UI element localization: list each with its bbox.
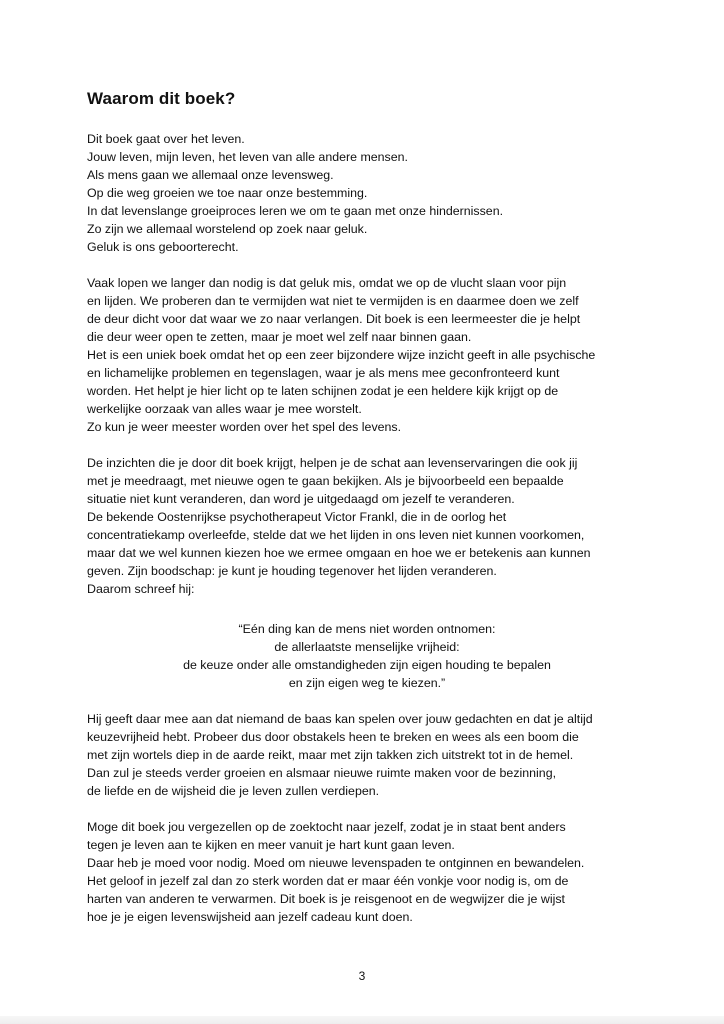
text-line: de deur dicht voor dat waar we zo naar verlangen. Dit boek is een leermeester die je helpt: [87, 312, 581, 326]
quote-line: “Eén ding kan de mens niet worden ontnomen:: [238, 622, 496, 636]
paragraph-2: [87, 274, 647, 436]
text-line: tegen je leven aan te kijken en meer vanuit je hart kunt gaan leven.: [87, 838, 455, 852]
frankl-quote: [87, 620, 647, 692]
text-line: Het is een uniek boek omdat het op een zeer bijzondere wijze inzicht geeft in alle psychische: [87, 348, 596, 362]
paragraph-4: [87, 710, 647, 800]
text-line: Als mens gaan we allemaal onze levensweg.: [87, 168, 334, 182]
text-line: met je meedraagt, met nieuwe ogen te gaan bekijken. Als je bijvoorbeeld een bepaalde: [87, 474, 564, 488]
paragraph-3: [87, 454, 647, 598]
page-bottom-edge: [0, 1016, 724, 1024]
text-line: Jouw leven, mijn leven, het leven van alle andere mensen.: [87, 150, 408, 164]
quote-line: de keuze onder alle omstandigheden zijn eigen houding te bepalen: [183, 658, 551, 672]
text-line: maar dat we wel kunnen kiezen hoe we ermee omgaan en hoe we er betekenis aan kunnen: [87, 546, 591, 560]
text-line: Dan zul je steeds verder groeien en alsmaar nieuwe ruimte maken voor de bezinning,: [87, 766, 557, 780]
text-line: Vaak lopen we langer dan nodig is dat geluk mis, omdat we op de vlucht slaan voor pijn: [87, 276, 567, 290]
page-number: 3: [358, 969, 366, 983]
text-line: Het geloof in jezelf zal dan zo sterk worden dat er maar één vonkje voor nodig is, om de: [87, 874, 569, 888]
text-line: Zo zijn we allemaal worstelend op zoek naar geluk.: [87, 222, 368, 236]
paragraph-5: [87, 818, 647, 926]
paragraph-1: [87, 130, 647, 256]
text-line: Daarom schreef hij:: [87, 582, 195, 596]
text-line: situatie niet kunt veranderen, dan word je uitgedaagd om jezelf te veranderen.: [87, 492, 515, 506]
text-line: Geluk is ons geboorterecht.: [87, 240, 239, 254]
text-line: Hij geeft daar mee aan dat niemand de baas kan spelen over jouw gedachten en dat je altijd: [87, 712, 593, 726]
chapter-title: Waarom dit boek?: [87, 89, 236, 108]
text-line: keuzevrijheid hebt. Probeer dus door obstakels heen te breken en wees als een boom die: [87, 730, 579, 744]
text-line: werkelijke oorzaak van alles waar je mee worstelt.: [87, 402, 362, 416]
text-line: De bekende Oostenrijkse psychotherapeut Victor Frankl, die in de oorlog het: [87, 510, 507, 524]
text-line: De inzichten die je door dit boek krijgt, helpen je de schat aan levenservaringen die ook jij: [87, 456, 578, 470]
text-line: In dat levenslange groeiproces leren we om te gaan met onze hindernissen.: [87, 204, 504, 218]
text-line: worden. Het helpt je hier licht op te laten schijnen zodat je een heldere kijk krijgt op de: [87, 384, 559, 398]
text-line: concentratiekamp overleefde, stelde dat we het lijden in ons leven niet kunnen voorkomen,: [87, 528, 585, 542]
text-line: geven. Zijn boodschap: je kunt je houding tegenover het lijden veranderen.: [87, 564, 497, 578]
page-content: [87, 88, 647, 944]
text-line: en lichamelijke problemen en tegenslagen, waar je als mens mee geconfronteerd kunt: [87, 366, 560, 380]
text-line: harten van anderen te verwarmen. Dit boek is je reisgenoot en de wegwijzer die je wijst: [87, 892, 565, 906]
text-line: Moge dit boek jou vergezellen op de zoektocht naar jezelf, zodat je in staat bent anders: [87, 820, 566, 834]
text-line: en lijden. We proberen dan te vermijden wat niet te vermijden is en daarmee doen we zelf: [87, 294, 579, 308]
text-line: met zijn wortels diep in de aarde reikt, maar met zijn takken zich uitstrekt tot in de hemel.: [87, 748, 574, 762]
text-line: Op die weg groeien we toe naar onze bestemming.: [87, 186, 368, 200]
quote-line: de allerlaatste menselijke vrijheid:: [274, 640, 460, 654]
text-line: Daar heb je moed voor nodig. Moed om nieuwe levenspaden te ontginnen en bewandelen.: [87, 856, 585, 870]
text-line: de liefde en de wijsheid die je leven zullen verdiepen.: [87, 784, 380, 798]
text-line: die deur weer open te zetten, maar je moet wel zelf naar binnen gaan.: [87, 330, 472, 344]
quote-line: en zijn eigen weg te kiezen.”: [288, 676, 446, 690]
text-line: hoe je je eigen levenswijsheid aan jezelf cadeau kunt doen.: [87, 910, 413, 924]
text-line: Zo kun je weer meester worden over het spel des levens.: [87, 420, 402, 434]
text-line: Dit boek gaat over het leven.: [87, 132, 245, 146]
